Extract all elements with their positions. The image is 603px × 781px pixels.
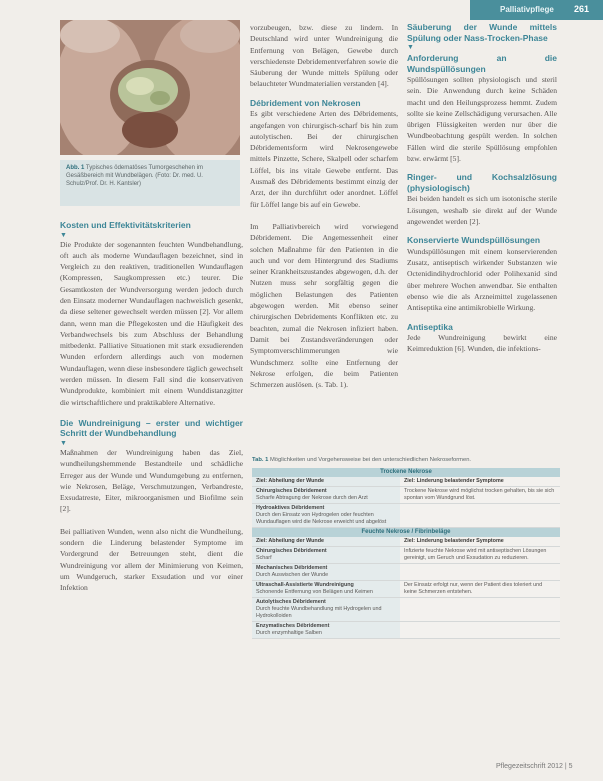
heading-konservierte: Konservierte Wundspüllösungen [407,235,541,246]
table-header-cell: Ziel: Linderung belastender Symptome [400,537,560,546]
table-cell-a [252,598,400,621]
table-cell-a [252,547,400,563]
chevron-down-icon: ▼ [60,230,67,239]
table-label: Tab. 1 [252,457,269,463]
figure-caption [60,160,240,206]
table-header-row [252,537,560,547]
table-header-cell: Ziel: Linderung belastender Symptome [400,477,560,486]
heading-wundreinigung: Die Wundreinigung – erster und wichtiger Schritt der Wundbehandlung [60,417,243,439]
cell-text: Schonende Entfernung von Belägen und Keimen [256,589,373,595]
chevron-down-icon: ▼ [407,43,414,51]
paragraph: Bei palliativen Wunden, wenn also nicht die Wundheilung, sondern die Linderung belastender Symptome im Vordergrund der Betreuungen steht, dient die Wundreinigung vor allem der Minimierung von Keimen, um Wundgeruch, starker Exsudation und vor einer Infektion [60,526,243,593]
table-cell-a [252,581,400,597]
cell-text: Durch enzymhaltige Salben [256,630,322,636]
table-cell-b: Infizierte feuchte Nekrose wird mit antiseptischen Lösungen gereinigt, um Geruch und Exsudation zu reduzieren. [400,547,560,563]
paragraph: Es gibt verschiedene Arten des Débridements, angefangen von chirurgisch-scharf bis hin zum autolytischen. Bei der chirurgischen Débridementsform wird Nekrosengewebe mittels Pinzette, Schere, Skalpell oder scharfem Löffel, bis ins vitale Gewebe entfernt. Das Ausmaß des Débridements bestimmt einzig der Arzt, der ihn durchführt oder anordnet. Löffel für Löffel lange bis auf ein Gewebe. [250,109,398,209]
group1-rows [252,487,560,528]
column-1 [60,214,243,594]
table-header-row [252,477,560,487]
wound-photo [60,20,240,155]
table-cell-b [400,598,560,621]
heading-debridement: Débridement von Nekrosen [250,97,361,108]
column-2 [250,22,398,390]
table-cell-b [400,564,560,580]
table-row [252,598,560,622]
table-row [252,622,560,639]
table-header-cell: Ziel: Abheilung der Wunde [252,537,400,546]
heading-saeuberung: Säuberung der Wunde mittels Spülung oder Nass-Trocken-Phase [407,22,557,43]
cell-heading: Ultraschall-Assistierte Wundreinigung [256,582,354,588]
group2-rows [252,547,560,639]
paragraph: Im Palliativbereich wird vorwiegend Débridement. Die Angemessenheit einer solchen Maßnahme für den Patienten in die auch und vor dem Hintergrund des Stadiums seiner Krankheitszustandes abgewogen, d.h. der Nutzen muss sehr sorgfältig gegen die möglichen Belastungen des Patienten abgewogen werden. Mit ebenso seiner chirurgischen Debridements Konflikten etc. zu beachten, zumal die Nekrosen infiziert haben. Damit bei Zustandsveränderungen oder Symptomverschlimmerungen wie Wundschmerz sollte eine Entfernung der Nekrose erfolgen, die beim Patienten Schmerzen auslösen. (s. Tab. 1). [250,221,398,390]
column-3 [407,22,557,355]
cell-text: Durch feuchte Wundbehandlung mit Hydrogelen und Hydrokolloiden [256,606,382,619]
table-group-header: Feuchte Nekrose / Fibrinbeläge [252,528,560,537]
cell-text: Scharfe Abtragung der Nekrose durch den Arzt [256,495,368,501]
paragraph: Bei beiden handelt es sich um isotonische sterile Lösungen, weshalb sie direkt auf der Wunde angewendet werden [2]. [407,194,557,226]
paragraph: vorzubeugen, bzw. diese zu lindern. In Deutschland wird unter Wundreinigung die Entfernung von Belägen, Gewebe durch verschiedenste Debridementverfahren sowie die Säuberung der Wunde mittels Spülung oder belauchteter Wundmaterialien verstanden [4]. [250,23,398,89]
footer: Pflegezeitschrift 2012 | 5 [496,763,573,770]
figure-label: Abb. 1 [66,165,85,171]
nekrose-table [252,468,560,639]
section-title: Palliativpflege [500,5,554,14]
cell-heading: Autolytisches Débridement [256,599,326,605]
heading-kosten: Kosten und Effektivitätskriterien [60,220,191,230]
table-cell-a [252,487,400,503]
table-cell-b: Trockene Nekrose wird möglichst trocken gehalten, bis sie sich spontan vom Wundgrund löst. [400,487,560,503]
table-cell-a [252,622,400,638]
table-cell-b [400,504,560,527]
cell-heading: Mechanisches Débridement [256,565,328,571]
figure-caption-text: Typisches ödematöses Tumorgeschehen im Gesäßbereich mit Wundbelägen. (Foto: Dr. med. U. Schulz/Prof. Dr. H. Kantsler) [66,165,203,187]
table-cell-a [252,504,400,527]
paragraph: Jede Wundreinigung bewirkt eine Keimreduktion [6]. Wunden, die infektions- [407,333,557,354]
paragraph: Wundspüllösungen mit einem konservierenden Zusatz, antiseptisch wirkender Substanzen wie Octenidindihydrochlorid oder Polihexanid sind über mehrere Wochen anwendbar. Sie enthalten ebenso wie die als Arzneimittel zugelassenen Antiseptika eine antimikrobielle Wirkung. [407,246,557,313]
cell-heading: Chirurgisches Débridement [256,488,327,494]
cell-heading: Hydroaktives Débridement [256,505,325,511]
heading-ringer: Ringer- und Kochsalzlösung (physiologisch) [407,172,557,193]
table-row [252,504,560,528]
table-title-text: Möglichkeiten und Vorgehensweise bei den unterschiedlichen Nekroseformen. [269,457,472,463]
heading-antiseptika: Antiseptika [407,321,453,332]
paragraph: Maßnahmen der Wundreinigung haben das Ziel, wundheilungshemmende Bestandteile und schädliche Erreger aus der Wunde und Wundumgebung zu entfernen, wie Nekrosen, Beläge, Verschmutzungen, Verbandreste, Exsudatreste, Eiter, mikroorganismen und Biofilme sein [2]. [60,447,243,514]
table-cell-b [400,622,560,638]
cell-heading: Chirurgisches Débridement [256,548,327,554]
table-cell-a [252,564,400,580]
cell-text: Durch Auswischen der Wunde [256,572,329,578]
page-number: 261 [574,4,590,14]
heading-anforderung: Anforderung an die Wundspüllösungen [407,53,557,74]
table-cell-b: Der Einsatz erfolgt nur, wenn der Patient dies toleriert und keine Schmerzen entstehen. [400,581,560,597]
chevron-down-icon: ▼ [60,438,67,447]
table-group-header: Trockene Nekrose [252,468,560,477]
paragraph: Spüllösungen sollten physiologisch und steril sein. Die Anwendung durch keine Schäden macht und den Heilungsprozess hemmt. Zudem sollte sie keine Zellschädigung verursachen. Alle übrigen Flüssigkeiten werden nur über die Wundbeobachtung gespült werden. In solchen Fällen wird die sterile Spüllösung empfohlen bzw. erwärmt [5]. [407,75,557,164]
table-row [252,547,560,564]
table-row [252,581,560,598]
table-title [252,456,560,464]
table-row [252,487,560,504]
table-header-cell: Ziel: Abheilung der Wunde [252,477,400,486]
cell-heading: Enzymatisches Débridement [256,623,330,629]
cell-text: Scharf [256,555,272,561]
table-row [252,564,560,581]
cell-text: Durch den Einsatz von Hydrogelen oder feuchten Wundauflagen wird die Nekrose erweicht und abgelöst [256,512,387,525]
paragraph: Die Produkte der sogenannten feuchten Wundbehandlung, oft auch als moderne Wundauflagen bezeichnet, sind in Vergleich zu den reaktiven, traditionellen Wundauflagen (Kompressen, Saugkompressen etc.) teurer. Die Gesamtkosten der Wundversorgung werden jedoch durch den Einsatz moderner Wundauflagen nachweislich gesenkt, da diese seltener gewechselt werden müssen [2]. Vor allem dann, wenn man die Pflegekosten und die Häufigkeit des Verbandwechsels bis zum Abschluss der Behandlung mitbedenkt. Palliative Situationen mit stark exsudierenden Wunden erfordern allerdings auch von modernen Wundauflagen, wenn diese insbesondere täglich gewechselt werden müssen. In diesem Fall sind die konservativen Wundprodukte, kombiniert mit einem Wunddistanzgitter die wirtschaftlichere und praktikablere Alternative. [60,239,243,407]
